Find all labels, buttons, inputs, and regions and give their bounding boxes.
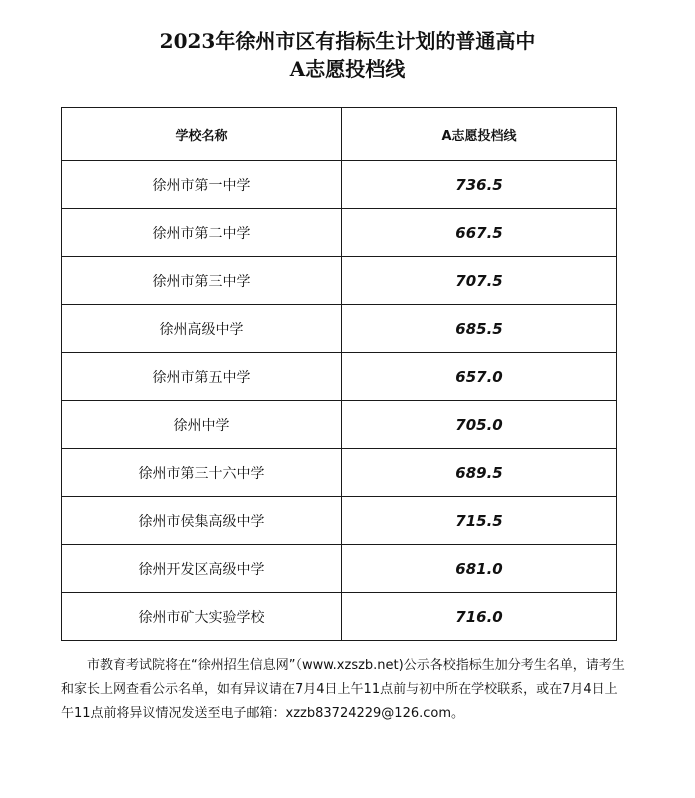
score-cell: 736.5	[342, 161, 617, 209]
score-cell: 681.0	[342, 545, 617, 593]
school-name-cell: 徐州市第三中学	[62, 257, 342, 305]
school-name-cell: 徐州中学	[62, 401, 342, 449]
score-cell: 715.5	[342, 497, 617, 545]
table-row	[62, 161, 617, 209]
table-row	[62, 257, 617, 305]
document-title-line-1: 2023年徐州市区有指标生计划的普通高中	[159, 29, 536, 53]
school-name-cell: 徐州市侯集高级中学	[62, 497, 342, 545]
table-row	[62, 305, 617, 353]
header-score-line: A志愿投档线	[342, 108, 617, 161]
school-name-cell: 徐州市第五中学	[62, 353, 342, 401]
score-cell: 685.5	[342, 305, 617, 353]
table-row	[62, 497, 617, 545]
score-cell: 707.5	[342, 257, 617, 305]
table-row	[62, 353, 617, 401]
school-name-cell: 徐州市第三十六中学	[62, 449, 342, 497]
score-cell: 705.0	[342, 401, 617, 449]
table-row	[62, 209, 617, 257]
score-cell: 657.0	[342, 353, 617, 401]
table-row	[62, 545, 617, 593]
score-cell: 689.5	[342, 449, 617, 497]
school-name-cell: 徐州高级中学	[62, 305, 342, 353]
score-cell: 667.5	[342, 209, 617, 257]
school-name-cell: 徐州开发区高级中学	[62, 545, 342, 593]
document-title-line-2: A志愿投档线	[289, 57, 406, 81]
score-cell: 716.0	[342, 593, 617, 641]
header-school-name: 学校名称	[62, 108, 342, 161]
table-row	[62, 593, 617, 641]
table-row	[62, 449, 617, 497]
school-name-cell: 徐州市第二中学	[62, 209, 342, 257]
notice-paragraph: 市教育考试院将在“徐州招生信息网”（www.xzszb.net)公示各校指标生加分考生名单，请考生和家长上网查看公示名单，如有异议请在7月4日上午11点前与初中所在学校联系，或在7月4日上午11点前将异议情况发送至电子邮箱：xzzb83724229@126.com。	[61, 658, 625, 721]
school-name-cell: 徐州市矿大实验学校	[62, 593, 342, 641]
school-name-cell: 徐州市第一中学	[62, 161, 342, 209]
table-row	[62, 401, 617, 449]
table-header-row	[62, 108, 617, 161]
admission-score-table	[61, 107, 617, 641]
